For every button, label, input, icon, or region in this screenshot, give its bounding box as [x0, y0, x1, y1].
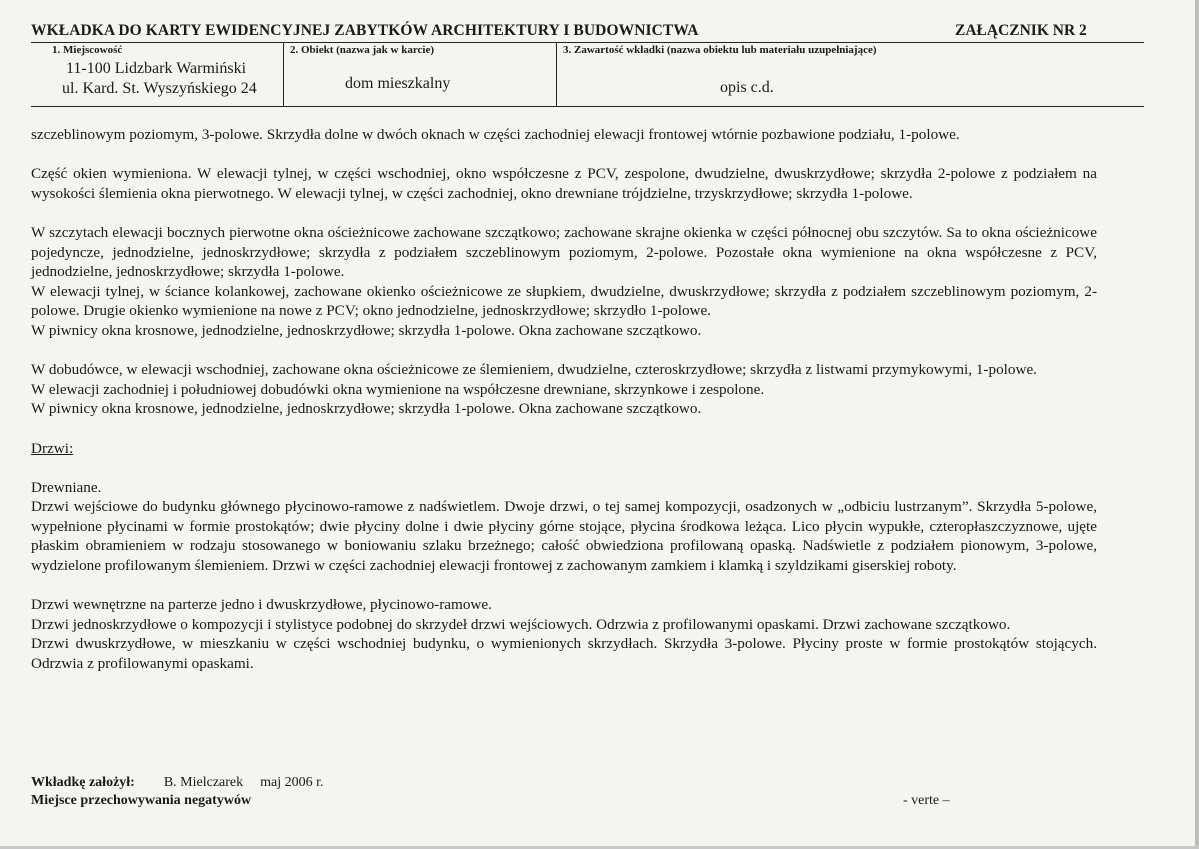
object-label: 2. Obiekt (nazwa jak w karcie) — [290, 44, 435, 56]
header-rule-top — [31, 42, 1144, 43]
paragraph: Drzwi wejściowe do budynku głównego płycinowo-ramowe z nadświetlem. Dwoje drzwi, o tej samej kompozycji, osadzonych w „odbiciu lustrzanym”. Skrzydła 5-polowe, wypełnione płycinami w formie prostokątów; dwie płyciny dolne i dwie płyciny górne stojące, płycina środkowa leżąca. Lico płycin wypukłe, czteropłaszczyznowe, ujęte płaskim obramieniem w rodzaju stosowanego w boniowaniu szlaku brzeżnego; całość obwiedziona profilowaną opaską. Nadświetle z podziałem pionowym, 3-polowe, wydzielone profilowanym ślemieniem. Drzwi w części zachodniej elewacji frontowej z zachowanym zamkiem i klamką i szyldzikami giserskiej roboty. — [31, 498, 1097, 575]
negatives-location-label: Miejsce przechowywania negatywów — [31, 793, 252, 808]
location-line2: ul. Kard. St. Wyszyńskiego 24 — [62, 80, 257, 97]
created-by-line — [31, 775, 324, 791]
location-line1: 11-100 Lidzbark Warmiński — [66, 60, 247, 77]
scan-edge-right — [1195, 0, 1199, 849]
paragraph: W piwnicy okna krosnowe, jednodzielne, jednoskrzydłowe; skrzydła 1-polowe. Okna zachowane szczątkowo. — [31, 321, 702, 339]
paragraph: W szczytach elewacji bocznych pierwotne okna ościeżnicowe zachowane szczątkowo; zachowane skrajne okienka w części północnej obu szczytów. Sa to okna ościeżnicowe pojedyncze, jednodzielne, jednoskrzydłowe; skrzydła z podziałem szczeblinowym poziomym, 2-polowe. Pozostałe okna wymienione na okna współczesne z PCV, jednodzielne, jednoskrzydłowe; skrzydła 1-polowe. — [31, 223, 1097, 281]
verte-note: - verte – — [903, 793, 950, 808]
paragraph: Część okien wymieniona. W elewacji tylnej, w części wschodniej, okno współczesne z PCV, zespolone, dwudzielne, dwuskrzydłowe; skrzydła 2-polowe z podziałem na wysokości ślemienia okna pierwotnego. W elewacji tylnej, w części zachodniej, okno drewniane trójdzielne, trzyskrzydłowe; skrzydła 1-polowe. — [31, 165, 1097, 202]
content-label: 3. Zawartość wkładki (nazwa obiektu lub materiału uzupełniające) — [563, 44, 877, 56]
created-date: maj 2006 r. — [260, 775, 324, 790]
document-title: WKŁADKA DO KARTY EWIDENCYJNEJ ZABYTKÓW ARCHITEKTURY I BUDOWNICTWA — [31, 22, 699, 39]
created-by-label: Wkładkę założył: — [31, 775, 135, 790]
paragraph: W piwnicy okna krosnowe, jednodzielne, jednoskrzydłowe; skrzydła 1-polowe. Okna zachowane szczątkowo. — [31, 400, 702, 418]
paragraph: Drzwi dwuskrzydłowe, w mieszkaniu w części wschodniej budynku, o wymienionych skrzydłach. Skrzydła 3-polowe. Płyciny proste w formie prostokątów stojących. Odrzwia z profilowanymi opaskami. — [31, 635, 1097, 673]
paragraph: szczeblinowym poziomym, 3-polowe. Skrzydła dolne w dwóch oknach w części zachodniej elewacji frontowej wtórnie pozbawione podziału, 1-polowe. — [31, 126, 960, 143]
content-value: opis c.d. — [720, 79, 774, 96]
attachment-number: ZAŁĄCZNIK NR 2 — [955, 22, 1087, 39]
header-rule-bottom — [31, 106, 1144, 107]
paragraph: W dobudówce, w elewacji wschodniej, zachowane okna ościeżnicowe ze ślemieniem, dwudzielne, czteroskrzydłowe; skrzydła z listwami przymykowymi, 1-polowe. — [31, 361, 1037, 379]
paragraph: W elewacji zachodniej i południowej dobudówki okna wymienione na współczesne drewniane, skrzynkowe i zespolone. — [31, 380, 765, 398]
field-divider-2 — [556, 42, 557, 106]
paragraph: Drzwi jednoskrzydłowe o kompozycji i stylistyce podobnej do skrzydeł drzwi wejściowych. Odrzwia z profilowanymi opaskami. Drzwi zachowane szczątkowo. — [31, 615, 1011, 633]
created-by-name: B. Mielczarek — [163, 775, 244, 790]
document-body — [31, 125, 1097, 674]
paragraph: Drewniane. — [31, 478, 102, 496]
paragraph: Drzwi wewnętrzne na parterze jedno i dwuskrzydłowe, płycinowo-ramowe. — [31, 596, 492, 614]
doors-heading: Drzwi: — [31, 439, 74, 457]
location-label: 1. Miejscowość — [52, 44, 123, 56]
object-value: dom mieszkalny — [345, 75, 451, 92]
paragraph: W elewacji tylnej, w ściance kolankowej, zachowane okienko ościeżnicowe ze słupkiem, dwudzielne, dwuskrzydłowe; skrzydła z podziałem szczeblinowym poziomym, 2-polowe. Drugie okienko wymienione na nowe z PCV; okno jednodzielne, jednoskrzydłowe; skrzydło 1-polowe. — [31, 282, 1097, 320]
field-divider-1 — [283, 42, 284, 106]
